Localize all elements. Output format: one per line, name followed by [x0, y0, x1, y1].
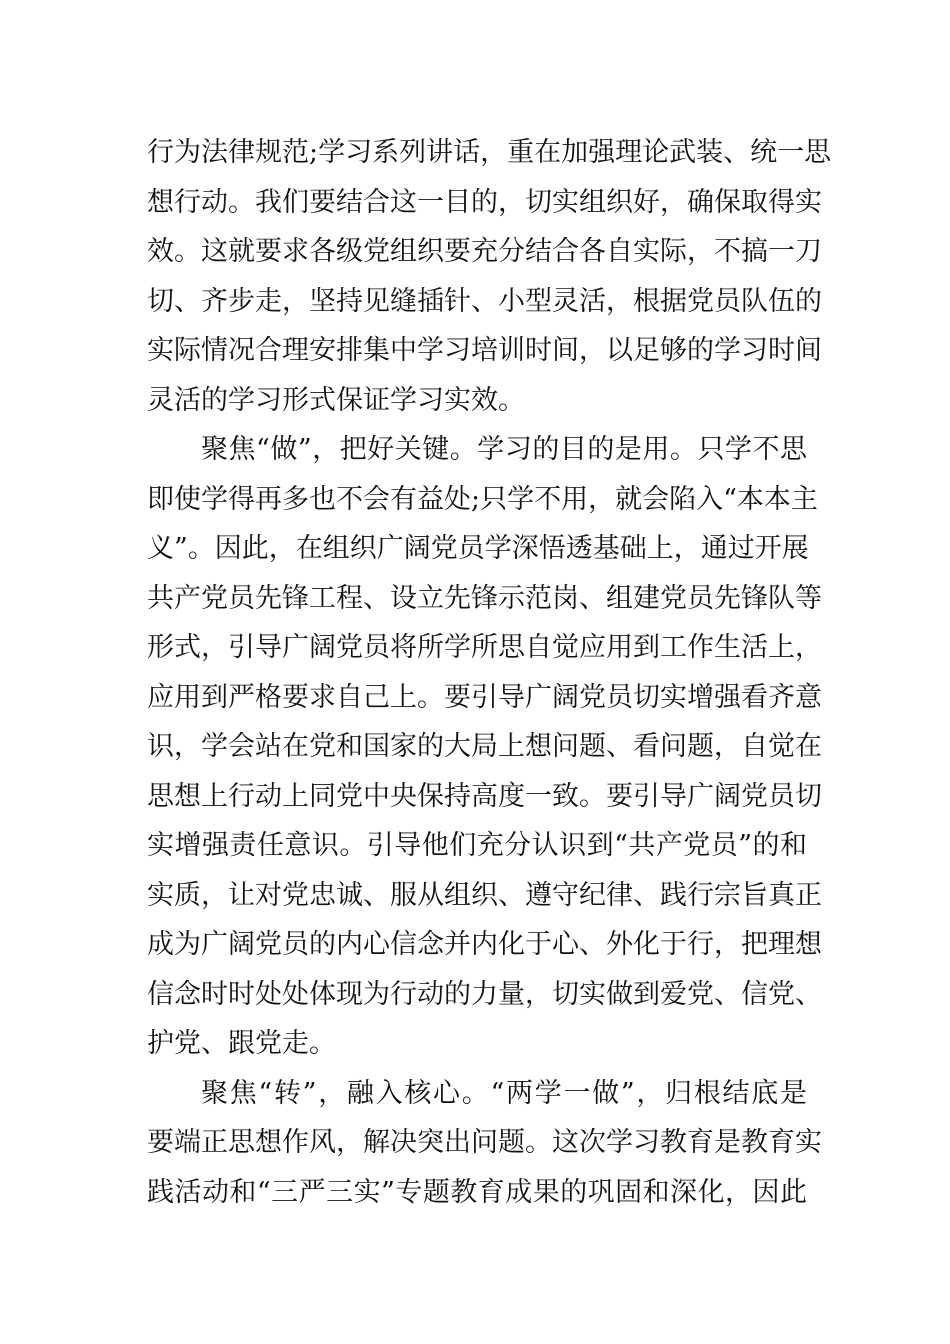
text-line: 思想上行动上同党中央保持高度一致。要引导广阔党员切 — [147, 780, 822, 812]
text-line: 形式，引导广阔党员将所学所思自觉应用到工作生活上， — [147, 632, 822, 663]
text-line: 共产党员先锋工程、设立先锋示范岗、组建党员先锋队等 — [147, 582, 822, 614]
text-line: 护党、跟党走。 — [147, 1028, 336, 1059]
text-line: 要端正思想作风，解决突出问题。这次学习教育是教育实 — [147, 1127, 822, 1158]
text-line: 实质，让对党忠诚、服从组织、遵守纪律、践行宗旨真正 — [147, 879, 822, 911]
text-line: 实增强责任意识。引导他们充分认识到“共产党员”的和 — [147, 830, 807, 861]
text-line: 识，学会站在党和国家的大局上想问题、看问题，自觉在 — [147, 731, 822, 762]
paragraph-first-line: 聚焦“转”，融入核心。“两学一做”，归根结底是 — [201, 1077, 807, 1109]
text-line: 行为法律规范;学习系列讲话，重在加强理论武装、统一思 — [147, 137, 832, 168]
paragraph-first-line: 聚焦“做”，把好关键。学习的目的是用。只学不思 — [201, 434, 807, 465]
text-line: 效。这就要求各级党组织要充分结合各自实际，不搞一刀 — [147, 236, 822, 267]
text-line: 灵活的学习形式保证学习实效。 — [147, 384, 525, 416]
body-text — [147, 128, 832, 1217]
text-line: 信念时时处处体现为行动的力量，切实做到爱党、信党、 — [147, 978, 822, 1010]
text-line: 践活动和“三严三实”专题教育成果的巩固和深化，因此 — [147, 1176, 807, 1208]
text-line: 应用到严格要求自己上。要引导广阔党员切实增强看齐意 — [147, 681, 822, 713]
text-line: 切、齐步走，坚持见缝插针、小型灵活，根据党员队伍的 — [147, 285, 822, 317]
text-line: 义”。因此，在组织广阔党员学深悟透基础上，通过开展 — [147, 533, 809, 564]
text-line: 实际情况合理安排集中学习培训时间，以足够的学习时间 — [147, 335, 822, 366]
text-line: 想行动。我们要结合这一目的，切实组织好，确保取得实 — [147, 186, 822, 218]
text-line: 即使学得再多也不会有益处;只学不用，就会陷入“本本主 — [147, 483, 818, 515]
text-line: 成为广阔党员的内心信念并内化于心、外化于行，把理想 — [147, 929, 822, 960]
